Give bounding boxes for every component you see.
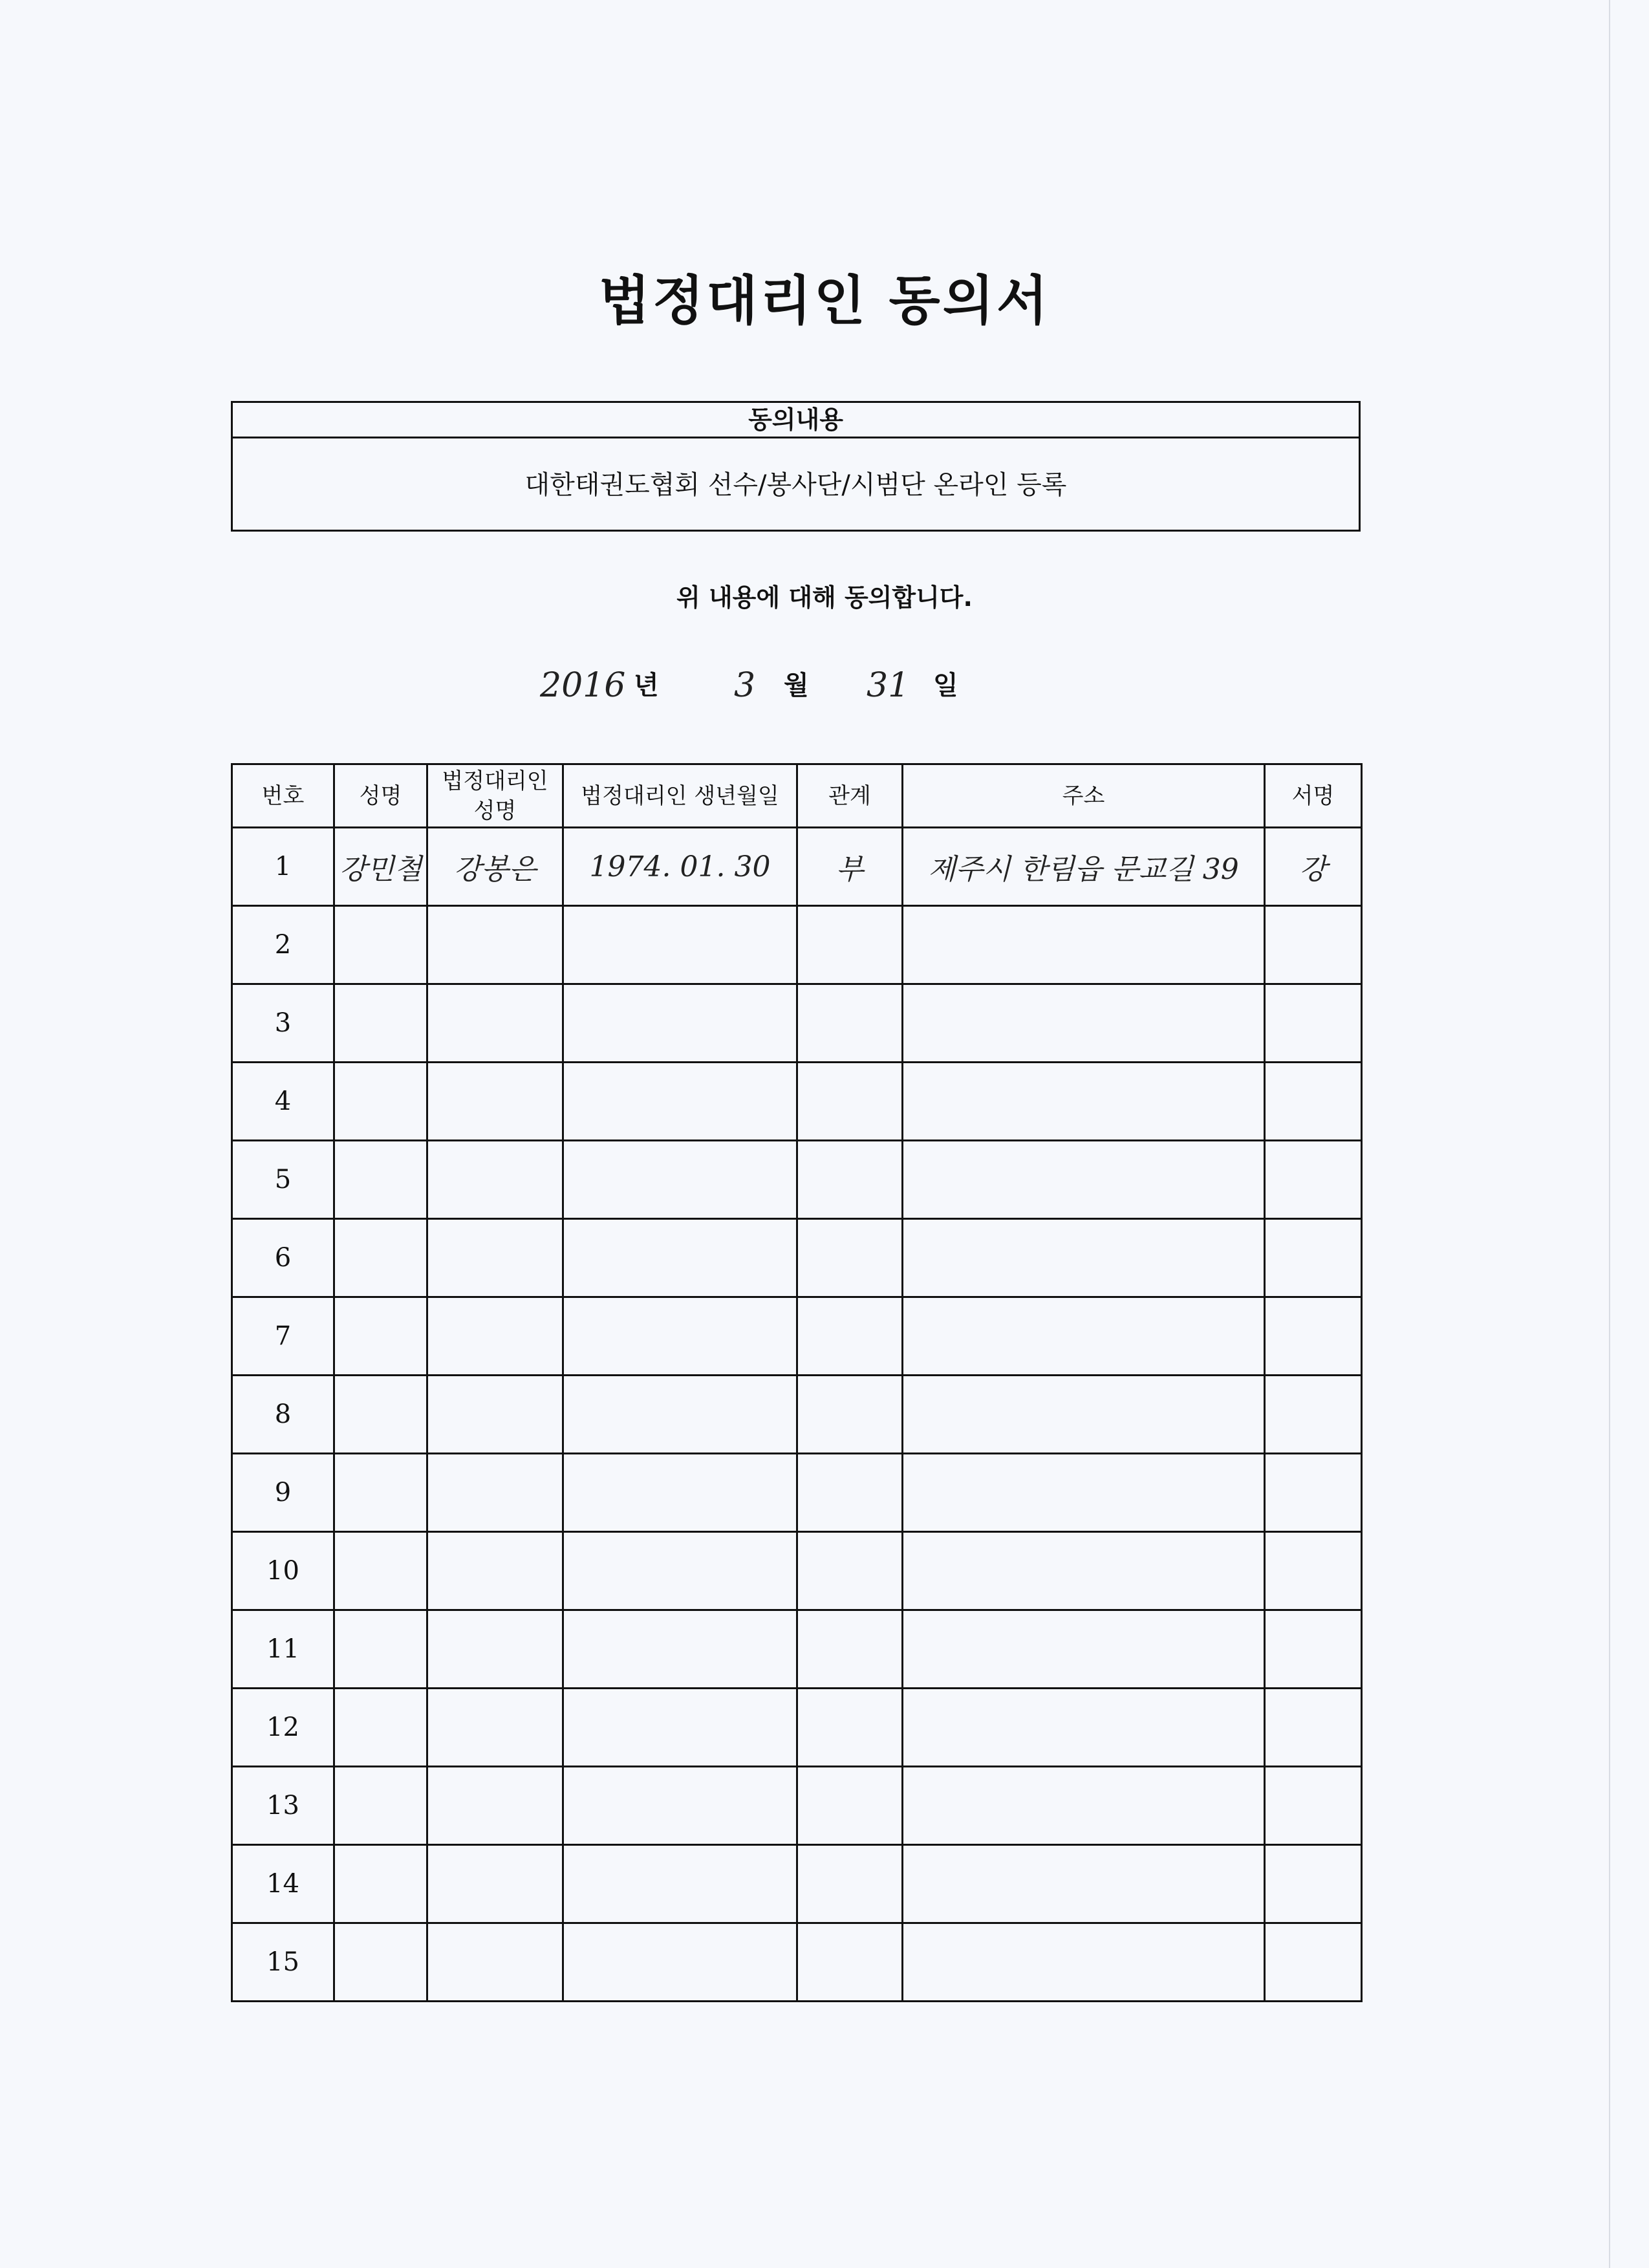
cell-name: 강민철 <box>334 828 427 906</box>
cell-address <box>903 906 1265 984</box>
cell-no: 11 <box>232 1610 334 1689</box>
cell-relation <box>797 1610 903 1689</box>
cell-no: 12 <box>232 1689 334 1767</box>
cell-no: 2 <box>232 906 334 984</box>
cell-guardian-name <box>427 1689 563 1767</box>
cell-address <box>903 1689 1265 1767</box>
cell-no: 3 <box>232 984 334 1063</box>
date-year-unit: 년 <box>634 671 659 700</box>
table-row <box>232 1610 1362 1689</box>
cell-guardian-birth <box>563 1689 797 1767</box>
table-row <box>232 984 1362 1063</box>
cell-name <box>334 1141 427 1219</box>
cell-relation <box>797 1063 903 1141</box>
cell-signature <box>1265 1297 1362 1376</box>
header-guardian-name: 법정대리인 성명 <box>427 764 563 828</box>
guardian-table <box>231 763 1363 2002</box>
cell-guardian-name <box>427 1454 563 1532</box>
cell-guardian-birth <box>563 1923 797 2002</box>
cell-guardian-birth: 1974. 01. 30 <box>563 828 797 906</box>
cell-relation <box>797 1689 903 1767</box>
cell-relation <box>797 1923 903 2002</box>
cell-relation <box>797 906 903 984</box>
cell-guardian-name <box>427 1376 563 1454</box>
cell-address <box>903 1454 1265 1532</box>
cell-guardian-name <box>427 1219 563 1297</box>
cell-guardian-birth <box>563 1845 797 1923</box>
cell-name <box>334 1297 427 1376</box>
cell-relation: 부 <box>797 828 903 906</box>
table-header-row <box>232 764 1362 828</box>
cell-guardian-birth <box>563 906 797 984</box>
cell-signature <box>1265 1845 1362 1923</box>
cell-name <box>334 1845 427 1923</box>
document-title: 법정대리인 동의서 <box>598 270 1051 332</box>
cell-guardian-name <box>427 984 563 1063</box>
cell-guardian-name <box>427 1141 563 1219</box>
table-row <box>232 1141 1362 1219</box>
cell-relation <box>797 1376 903 1454</box>
table-row <box>232 1923 1362 2002</box>
cell-guardian-birth <box>563 1610 797 1689</box>
cell-guardian-name: 강봉은 <box>427 828 563 906</box>
cell-guardian-name <box>427 1063 563 1141</box>
cell-name <box>334 1063 427 1141</box>
cell-signature <box>1265 1063 1362 1141</box>
consent-content: 대한태권도협회 선수/봉사단/시범단 온라인 등록 <box>524 470 1067 500</box>
cell-guardian-birth <box>563 1454 797 1532</box>
cell-address <box>903 1767 1265 1845</box>
cell-address: 제주시 한림읍 문교길 39 <box>903 828 1265 906</box>
header-guardian-birth: 법정대리인 생년월일 <box>563 764 797 828</box>
cell-no: 9 <box>232 1454 334 1532</box>
cell-no: 10 <box>232 1532 334 1610</box>
cell-signature <box>1265 1219 1362 1297</box>
cell-address <box>903 1141 1265 1219</box>
date-year: 2016 <box>540 666 626 705</box>
cell-signature <box>1265 1610 1362 1689</box>
cell-guardian-birth <box>563 1063 797 1141</box>
cell-relation <box>797 1845 903 1923</box>
cell-no: 13 <box>232 1767 334 1845</box>
cell-name <box>334 1219 427 1297</box>
cell-relation <box>797 1219 903 1297</box>
cell-address <box>903 1063 1265 1141</box>
cell-address <box>903 1376 1265 1454</box>
consent-header: 동의내용 <box>233 403 1359 438</box>
table-body <box>232 828 1362 2002</box>
date-month-unit: 월 <box>784 671 809 700</box>
cell-signature <box>1265 1689 1362 1767</box>
cell-name <box>334 1532 427 1610</box>
cell-guardian-name <box>427 1845 563 1923</box>
page-edge <box>1609 0 1610 2268</box>
cell-guardian-name <box>427 1532 563 1610</box>
table-row <box>232 1845 1362 1923</box>
cell-guardian-name <box>427 1923 563 2002</box>
table-row <box>232 1063 1362 1141</box>
cell-address <box>903 1610 1265 1689</box>
cell-name <box>334 1454 427 1532</box>
cell-name <box>334 1610 427 1689</box>
cell-signature <box>1265 1376 1362 1454</box>
cell-no: 4 <box>232 1063 334 1141</box>
cell-relation <box>797 1767 903 1845</box>
table-row <box>232 1454 1362 1532</box>
table-row <box>232 1297 1362 1376</box>
cell-guardian-birth <box>563 1219 797 1297</box>
date-month: 3 <box>734 666 756 705</box>
consent-box <box>231 401 1361 532</box>
date-line <box>0 660 1649 711</box>
table-row <box>232 1689 1362 1767</box>
cell-no: 5 <box>232 1141 334 1219</box>
cell-guardian-name <box>427 906 563 984</box>
cell-no: 15 <box>232 1923 334 2002</box>
cell-signature <box>1265 1767 1362 1845</box>
cell-relation <box>797 1141 903 1219</box>
cell-guardian-birth <box>563 1141 797 1219</box>
cell-relation <box>797 984 903 1063</box>
cell-address <box>903 1845 1265 1923</box>
date-day-unit: 일 <box>933 671 958 700</box>
cell-name <box>334 1376 427 1454</box>
cell-no: 1 <box>232 828 334 906</box>
cell-guardian-birth <box>563 1376 797 1454</box>
cell-name <box>334 1767 427 1845</box>
cell-name <box>334 906 427 984</box>
cell-signature <box>1265 1454 1362 1532</box>
cell-no: 7 <box>232 1297 334 1376</box>
cell-guardian-name <box>427 1767 563 1845</box>
cell-guardian-birth <box>563 1532 797 1610</box>
cell-signature <box>1265 984 1362 1063</box>
cell-signature <box>1265 906 1362 984</box>
cell-no: 8 <box>232 1376 334 1454</box>
header-address: 주소 <box>903 764 1265 828</box>
cell-relation <box>797 1454 903 1532</box>
cell-name <box>334 1923 427 2002</box>
cell-address <box>903 1297 1265 1376</box>
cell-address <box>903 1532 1265 1610</box>
table-row <box>232 906 1362 984</box>
cell-signature <box>1265 1141 1362 1219</box>
table-row <box>232 1376 1362 1454</box>
cell-guardian-name <box>427 1297 563 1376</box>
header-name: 성명 <box>334 764 427 828</box>
table-row <box>232 1767 1362 1845</box>
cell-guardian-birth <box>563 1297 797 1376</box>
table-row <box>232 1219 1362 1297</box>
cell-relation <box>797 1532 903 1610</box>
cell-signature <box>1265 1923 1362 2002</box>
agreement-text: 위 내용에 대해 동의합니다. <box>676 583 973 612</box>
cell-guardian-birth <box>563 1767 797 1845</box>
table-row <box>232 1532 1362 1610</box>
header-signature: 서명 <box>1265 764 1362 828</box>
table-row <box>232 828 1362 906</box>
cell-no: 6 <box>232 1219 334 1297</box>
cell-name <box>334 984 427 1063</box>
cell-name <box>334 1689 427 1767</box>
cell-guardian-name <box>427 1610 563 1689</box>
cell-address <box>903 1219 1265 1297</box>
cell-address <box>903 1923 1265 2002</box>
cell-signature: 강 <box>1265 828 1362 906</box>
cell-guardian-birth <box>563 984 797 1063</box>
cell-address <box>903 984 1265 1063</box>
date-day: 31 <box>867 666 910 705</box>
cell-signature <box>1265 1532 1362 1610</box>
header-relation: 관계 <box>797 764 903 828</box>
cell-no: 14 <box>232 1845 334 1923</box>
cell-relation <box>797 1297 903 1376</box>
header-no: 번호 <box>232 764 334 828</box>
